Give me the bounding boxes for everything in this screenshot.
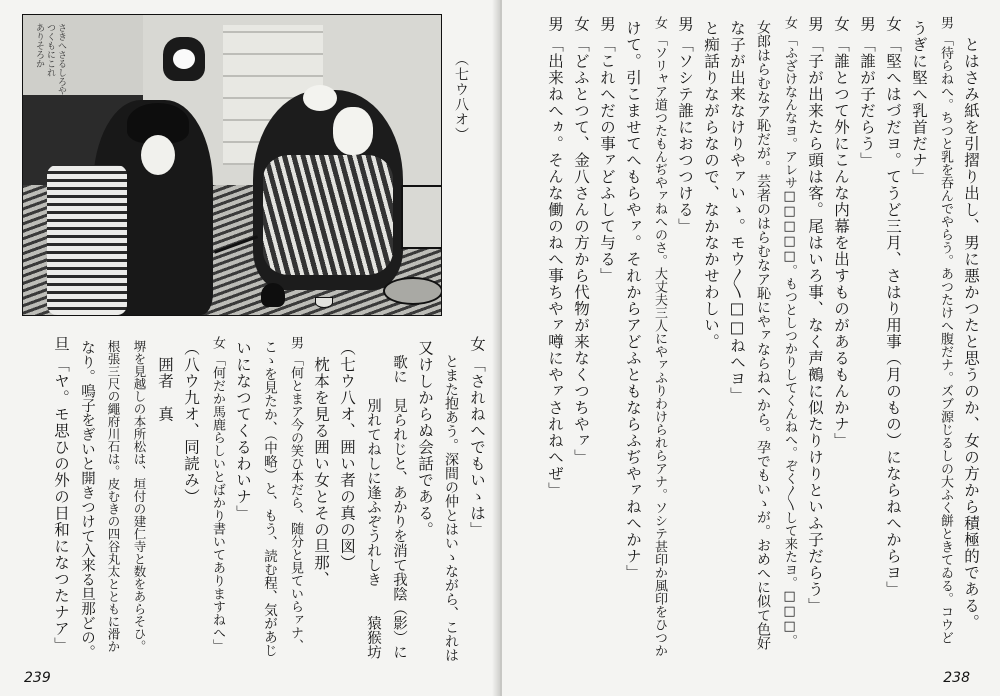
illustration-cup [315, 297, 333, 308]
speaker-mark: 女 [210, 336, 225, 349]
text-column [804, 16, 826, 614]
text-column [622, 16, 644, 581]
column-text: うぎに堅へ乳首だナ」 [910, 20, 928, 185]
illustration-man-robe [263, 155, 393, 275]
column-text: （七ウ八オ、囲い者の真の図） [338, 340, 356, 571]
text-column [440, 336, 462, 662]
column-text: 堺を見越しの本所松は、垣付の建仁寺と数をあらそひ。 [132, 340, 147, 653]
text-column [180, 336, 202, 505]
text-column [154, 336, 176, 423]
text-column [830, 16, 852, 449]
column-text: 別れてねしに逢ふぞうれしき 猿猴坊 [365, 340, 381, 659]
illustration-kimono [47, 165, 127, 315]
speaker-mark: 女 [572, 16, 590, 33]
text-column [336, 336, 358, 571]
column-text: 「ふざけなんなヨ。アレサ□□□□□。もつとしつかりしてくんねへ。ぞく〳〵して来たヨ。□□□。 [782, 33, 797, 647]
column-text: とまた抱あう。深間の仲とはいゝながら、これは [443, 340, 459, 662]
speaker-mark: 女 [832, 16, 850, 33]
column-text: 「子が出来たら頭は客。尾はいろ事、なく声鵺に似たりけりといふ子だらう」 [806, 36, 824, 614]
column-text: 「何とまア今の笑ひ本だら、随分と見ていらァナ、 [288, 353, 303, 652]
text-column [882, 16, 904, 598]
illustration-dish [383, 277, 442, 305]
speaker-mark: 旦 [52, 336, 70, 353]
text-column [414, 336, 436, 538]
text-column [232, 336, 254, 522]
text-column [50, 336, 72, 654]
illustration-woman-face [141, 135, 175, 175]
text-column [102, 336, 124, 653]
text-column [648, 16, 670, 657]
speaker-mark: 男 [858, 16, 876, 33]
woodblock-illustration [22, 14, 442, 316]
speaker-mark: 男 [546, 16, 564, 33]
text-column [466, 336, 488, 538]
column-text: 「誰とつて外にこんな内幕を出すものがあるもんかナ」 [832, 36, 850, 449]
speaker-mark: 男 [598, 16, 616, 33]
column-text: （八ウ九オ、同読み） [182, 340, 200, 505]
column-text: なり。鳴子をぎいと開きつけて入来る旦那どの。 [79, 340, 95, 659]
column-text: と痴話りながらなので、なかなかせわしい。 [702, 20, 720, 350]
column-text: 「どふとつて、金八さんの方から代物が来なくつちやァ」 [572, 36, 590, 466]
text-column [674, 16, 696, 235]
speaker-mark: 男 [676, 16, 694, 33]
illustration-open-book [401, 185, 442, 249]
speaker-mark: 女 [468, 336, 486, 353]
illustration-label: （七ウ八オ） [453, 52, 469, 142]
illustration-caption-line: さきへさるしろや [56, 23, 66, 95]
text-column [752, 16, 774, 650]
speaker-mark: 男 [806, 16, 824, 33]
text-column [206, 336, 228, 652]
illustration-kettle [261, 283, 285, 307]
illustration-caption-box [23, 15, 143, 95]
speaker-mark: 女 [782, 16, 797, 29]
column-text: 「これへだの事ァどふして与る」 [598, 36, 616, 284]
column-text: 「堅へはづだヨ。てうど三月、さはり用事（月のもの）にならねへからヨ」 [884, 36, 902, 598]
column-text: いになつてくるわいナ」 [234, 340, 252, 522]
text-column [310, 336, 332, 588]
column-text: 「ソシテ誰におつつける」 [676, 36, 694, 235]
speaker-mark: 女 [652, 16, 667, 29]
column-text: な子が出来なけりやァいゝ。モウ〳〵□□ねへヨ」 [728, 20, 746, 404]
illustration-man-hand [303, 85, 337, 111]
text-column [908, 16, 930, 185]
column-text: 根張三尺の繩府川石は。皮むきの四谷丸太とともに滑か [106, 340, 121, 653]
speaker-mark: 男 [288, 336, 303, 349]
right-page [502, 0, 1000, 696]
speaker-mark: 男 [938, 16, 953, 29]
column-text: 又けしからぬ会話である。 [416, 340, 434, 538]
text-column [362, 336, 384, 659]
column-text: 「待らねへ。ちつと乳を吞んでやらう。あつたけへ腹だナ。ズブ源じるしの大ふく餅ときてゐる。コウど [938, 33, 953, 644]
column-text: こゝを見たか、（中略）と、もう、読む程、気があじ [261, 340, 277, 658]
column-text: 枕本を見る囲い女とその旦那、 [312, 340, 330, 588]
text-column [388, 336, 410, 659]
text-column [596, 16, 618, 284]
column-text: 「ソリャア道つたもんぢやァねへのさ。大丈夫三人にやァふりわけられらアナ。ソシテ甚印か風印をひつか [652, 33, 667, 657]
illustration-caption-line: つくもにこれ [45, 23, 55, 77]
illustration-caption-line: ありそろか [34, 23, 44, 68]
column-text: とはさみ紙を引摺り出し、男に悪かつたと思うのか、女の方から積極的である。 [962, 20, 980, 631]
left-page [0, 0, 498, 696]
column-text: 歌に 見られじと、あかりを消て我陰（影）に [391, 340, 407, 659]
illustration-caption-text [33, 23, 66, 95]
column-text: 「何だか馬鹿らしいとばかり書いてありますねへ」 [210, 353, 225, 652]
text-column [76, 336, 98, 659]
column-text: 女郎はらむなア恥だが。芸者のはらむなア恥にやァならねへから。孕でもいゝが。おめへに似て色好 [755, 20, 771, 650]
illustration-man-face [333, 107, 373, 155]
column-text: 囲者 真 [156, 340, 174, 423]
text-column [258, 336, 280, 657]
column-text: 「されねへでもいゝは」 [468, 356, 486, 538]
text-column [726, 16, 748, 404]
page-number: 238 [943, 670, 970, 686]
text-column [700, 16, 722, 350]
text-column [856, 16, 878, 169]
text-column [778, 16, 800, 647]
column-text: 「誰が子だらう」 [858, 36, 876, 169]
text-column [284, 336, 306, 652]
text-column [128, 336, 150, 653]
text-column [960, 16, 982, 631]
text-column [570, 16, 592, 466]
column-text: 「ヤ。モ思ひの外の日和になつたナア」 [52, 356, 70, 654]
illustration-cat [163, 37, 205, 81]
speaker-mark: 女 [884, 16, 902, 33]
text-column [934, 16, 956, 644]
text-column [544, 16, 566, 499]
page-number: 239 [24, 670, 51, 686]
column-text: けて。引こませてへもらやァ。それからアどふともならふぢやァねへかナ」 [624, 20, 642, 581]
column-text: 「出来ねへヵ。そんな働のねへ事ちやァ噂にやァされねへぜ」 [546, 36, 564, 499]
